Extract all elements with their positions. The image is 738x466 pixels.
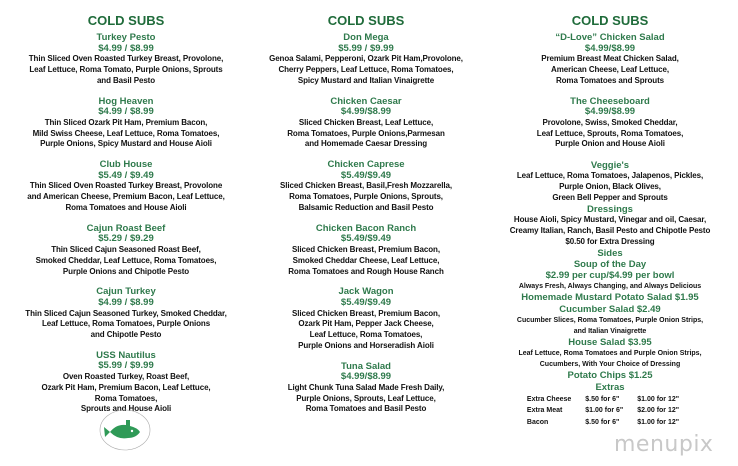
item-name: Jack Wagon (338, 286, 394, 298)
item-price: $5.99 / $9.99 (338, 42, 394, 54)
item-description: Thin Sliced Cajun Seasoned Turkey, Smoked Cheddar, (25, 308, 227, 318)
item-description: Thin Sliced Ozark Pit Ham, Premium Bacon, (44, 117, 208, 127)
item-price: $5.29 / $9.29 (98, 233, 154, 245)
section-heading: Cucumber Salad $2.49 (559, 303, 661, 315)
item-price: $5.49/$9.49 (340, 296, 392, 308)
info-text: Creamy Italian, Ranch, Basil Pesto and Chipotle Pesto (509, 225, 711, 235)
item-name: The Cheeseboard (570, 95, 650, 107)
section-heading: Potato Chips $1.25 (567, 370, 653, 382)
section-heading: Sides (597, 247, 623, 259)
info-text: Cucumber Slices, Roma Tomatoes, Purple Onion Strips, (516, 317, 704, 325)
extras-row (527, 405, 693, 417)
section-heading: $2.99 per cup/$4.99 per bowl (545, 270, 675, 282)
item-description: Roma Tomatoes, Purple Onions, Sprouts, (289, 192, 443, 202)
item-description: American Cheese, Leaf Lettuce, (551, 64, 669, 74)
item-description: Leaf Lettuce, Roma Tomato, Purple Onions, Sprouts (29, 64, 223, 74)
item-name: “D-Love” Chicken Salad (555, 32, 665, 43)
extras-cell: Extra Meat (526, 407, 563, 415)
item-description: Oven Roasted Turkey, Roast Beef, (62, 372, 190, 382)
item-description: Sliced Chicken Breast, Leaf Lettuce, (298, 117, 434, 127)
extras-table (527, 394, 693, 429)
item-price: $5.49/$9.49 (340, 169, 392, 181)
menu-item (10, 33, 242, 87)
extras-cell: Bacon (526, 418, 549, 426)
menu-item (10, 287, 242, 341)
extras-cell: $2.00 for 12" (637, 407, 680, 415)
item-name: Hog Heaven (98, 95, 154, 107)
item-description: Purple Onions, Sprouts, Leaf Lettuce, (296, 393, 436, 403)
info-text: House Aioli, Spicy Mustard, Vinegar and oil, Caesar, (513, 215, 707, 225)
extras-row (527, 417, 693, 429)
info-text: Purple Onion, Black Olives, (559, 182, 661, 192)
item-description: Balsamic Reduction and Basil Pesto (298, 202, 434, 212)
item-name: Chicken Bacon Ranch (315, 222, 417, 234)
extras-cell: $1.00 for 6" (585, 407, 624, 415)
item-price: $4.99/$8.99 (584, 42, 636, 54)
section-heading: Dressings (587, 203, 633, 215)
menu-item (10, 160, 242, 214)
item-description: Sprouts and House Aioli (80, 404, 172, 414)
extras-cell: $1.00 for 12" (637, 418, 680, 426)
item-description: Roma Tomatoes and Sprouts (555, 75, 665, 85)
item-description: Genoa Salami, Pepperoni, Ozark Pit Ham,Provolone, (269, 54, 463, 64)
section-title: COLD SUBS (87, 13, 165, 28)
item-price: $5.99 / $9.99 (98, 360, 154, 372)
item-description: Leaf Lettuce, Sprouts, Roma Tomatoes, (536, 128, 684, 138)
menu-item (250, 160, 482, 214)
section-heading: House Salad $3.95 (568, 337, 652, 349)
item-name: Turkey Pesto (96, 32, 156, 43)
item-description: Spicy Mustard and Italian Vinaigrette (297, 75, 435, 85)
item-description: Roma Tomatoes, (94, 393, 158, 403)
item-description: Purple Onions, Spicy Mustard and House Aioli (40, 139, 212, 149)
item-name: Tuna Salad (341, 360, 391, 372)
item-description: Leaf Lettuce, Roma Tomatoes, Purple Onions (41, 319, 211, 329)
menu-column-3 (490, 13, 730, 428)
info-text: Cucumbers, With Your Choice of Dressing (539, 361, 681, 369)
section-heading: Soup of the Day (573, 258, 647, 270)
item-price: $4.99 / $8.99 (98, 296, 154, 308)
item-price: $5.49 / $9.49 (98, 169, 154, 181)
section-heading: Veggie's (590, 160, 630, 172)
item-description: Light Chunk Tuna Salad Made Fresh Daily, (287, 382, 445, 392)
menu-item (10, 351, 242, 415)
item-description: Ozark Pit Ham, Premium Bacon, Leaf Lettuce, (41, 382, 211, 392)
restaurant-logo (98, 408, 152, 452)
item-description: Purple Onions and Chipotle Pesto (62, 266, 190, 276)
item-price: $5.49/$9.49 (340, 233, 392, 245)
item-description: Sliced Chicken Breast, Basil,Fresh Mozzarella, (280, 181, 452, 191)
menu-item (490, 33, 730, 87)
item-name: Club House (99, 159, 153, 171)
item-description: Roma Tomatoes, Purple Onions,Parmesan (287, 128, 445, 138)
extras-cell: $1.00 for 12" (637, 395, 680, 403)
item-description: Provolone, Swiss, Smoked Cheddar, (542, 117, 678, 127)
menupix-watermark: menupix (614, 432, 714, 457)
extras-row (527, 394, 693, 406)
item-description: Thin Sliced Cajun Seasoned Roast Beef, (51, 244, 201, 254)
section-title: COLD SUBS (327, 13, 405, 28)
section-title: COLD SUBS (571, 13, 649, 28)
menu-item (10, 97, 242, 151)
extras-cell: $.50 for 6" (585, 395, 620, 403)
item-description: Smoked Cheddar, Leaf Lettuce, Roma Tomatoes, (35, 255, 217, 265)
item-description: Purple Onion and House Aioli (555, 139, 665, 149)
info-text: and Italian Vinaigrette (573, 328, 647, 336)
item-description: and Chipotle Pesto (90, 330, 162, 340)
item-name: Cajun Roast Beef (86, 222, 166, 234)
menu-item (250, 33, 482, 87)
item-description: Roma Tomatoes and Basil Pesto (305, 404, 427, 414)
item-description: and American Cheese, Premium Bacon, Leaf Lettuce, (27, 192, 225, 202)
item-description: Ozark Pit Ham, Pepper Jack Cheese, (298, 319, 434, 329)
item-description: and Basil Pesto (96, 75, 156, 85)
item-name: Don Mega (343, 32, 389, 43)
menu-item (250, 97, 482, 151)
extras-cell: $.50 for 6" (585, 418, 620, 426)
menu-item (10, 224, 242, 278)
item-name: Chicken Caprese (327, 159, 405, 171)
info-text: Green Bell Pepper and Sprouts (552, 193, 668, 203)
item-price: $4.99 / $8.99 (98, 106, 154, 118)
extras-cell: Extra Cheese (526, 395, 572, 403)
item-description: Roma Tomatoes and House Aioli (65, 202, 187, 212)
item-description: Mild Swiss Cheese, Leaf Lettuce, Roma Tomatoes, (32, 128, 220, 138)
sides-and-extras (490, 160, 730, 393)
item-price: $4.99/$8.99 (584, 106, 636, 118)
item-description: Roma Tomatoes and Rough House Ranch (288, 266, 444, 276)
item-description: Leaf Lettuce, Roma Tomatoes, (309, 330, 423, 340)
menu-item (490, 97, 730, 151)
item-name: Cajun Turkey (96, 286, 156, 298)
info-text: Always Fresh, Always Changing, and Always Delicious (518, 283, 702, 291)
menu-item (250, 362, 482, 416)
section-heading: Homemade Mustard Potato Salad $1.95 (521, 292, 699, 304)
item-description: Sliced Chicken Breast, Premium Bacon, (292, 244, 440, 254)
menu-column-1 (10, 13, 242, 425)
item-description: Smoked Cheddar Cheese, Leaf Lettuce, (292, 255, 440, 265)
info-text: Leaf Lettuce, Roma Tomatoes, Jalapenos, Pickles, (516, 171, 704, 181)
item-price: $4.99/$8.99 (340, 371, 392, 383)
item-description: Purple Onions and Horseradish Aioli (298, 340, 434, 350)
item-description: Thin Sliced Oven Roasted Turkey Breast, Provolone, (28, 54, 224, 64)
info-text: Leaf Lettuce, Roma Tomatoes and Purple Onion Strips, (518, 350, 702, 358)
section-heading: Extras (595, 381, 625, 393)
item-price: $4.99/$8.99 (340, 106, 392, 118)
item-description: Thin Sliced Oven Roasted Turkey Breast, Provolone (29, 181, 223, 191)
item-description: Cherry Peppers, Leaf Lettuce, Roma Tomatoes, (278, 64, 454, 74)
item-price: $4.99 / $8.99 (98, 42, 154, 54)
item-description: and Homemade Caesar Dressing (304, 139, 428, 149)
menu-column-2 (250, 13, 482, 425)
item-description: Sliced Chicken Breast, Premium Bacon, (292, 308, 440, 318)
menu-item (250, 287, 482, 351)
info-text: $0.50 for Extra Dressing (565, 236, 655, 246)
item-description: Premium Breast Meat Chicken Salad, (541, 54, 679, 64)
menu-item (250, 224, 482, 278)
item-name: USS Nautilus (96, 349, 156, 361)
item-name: Chicken Caesar (330, 95, 402, 107)
